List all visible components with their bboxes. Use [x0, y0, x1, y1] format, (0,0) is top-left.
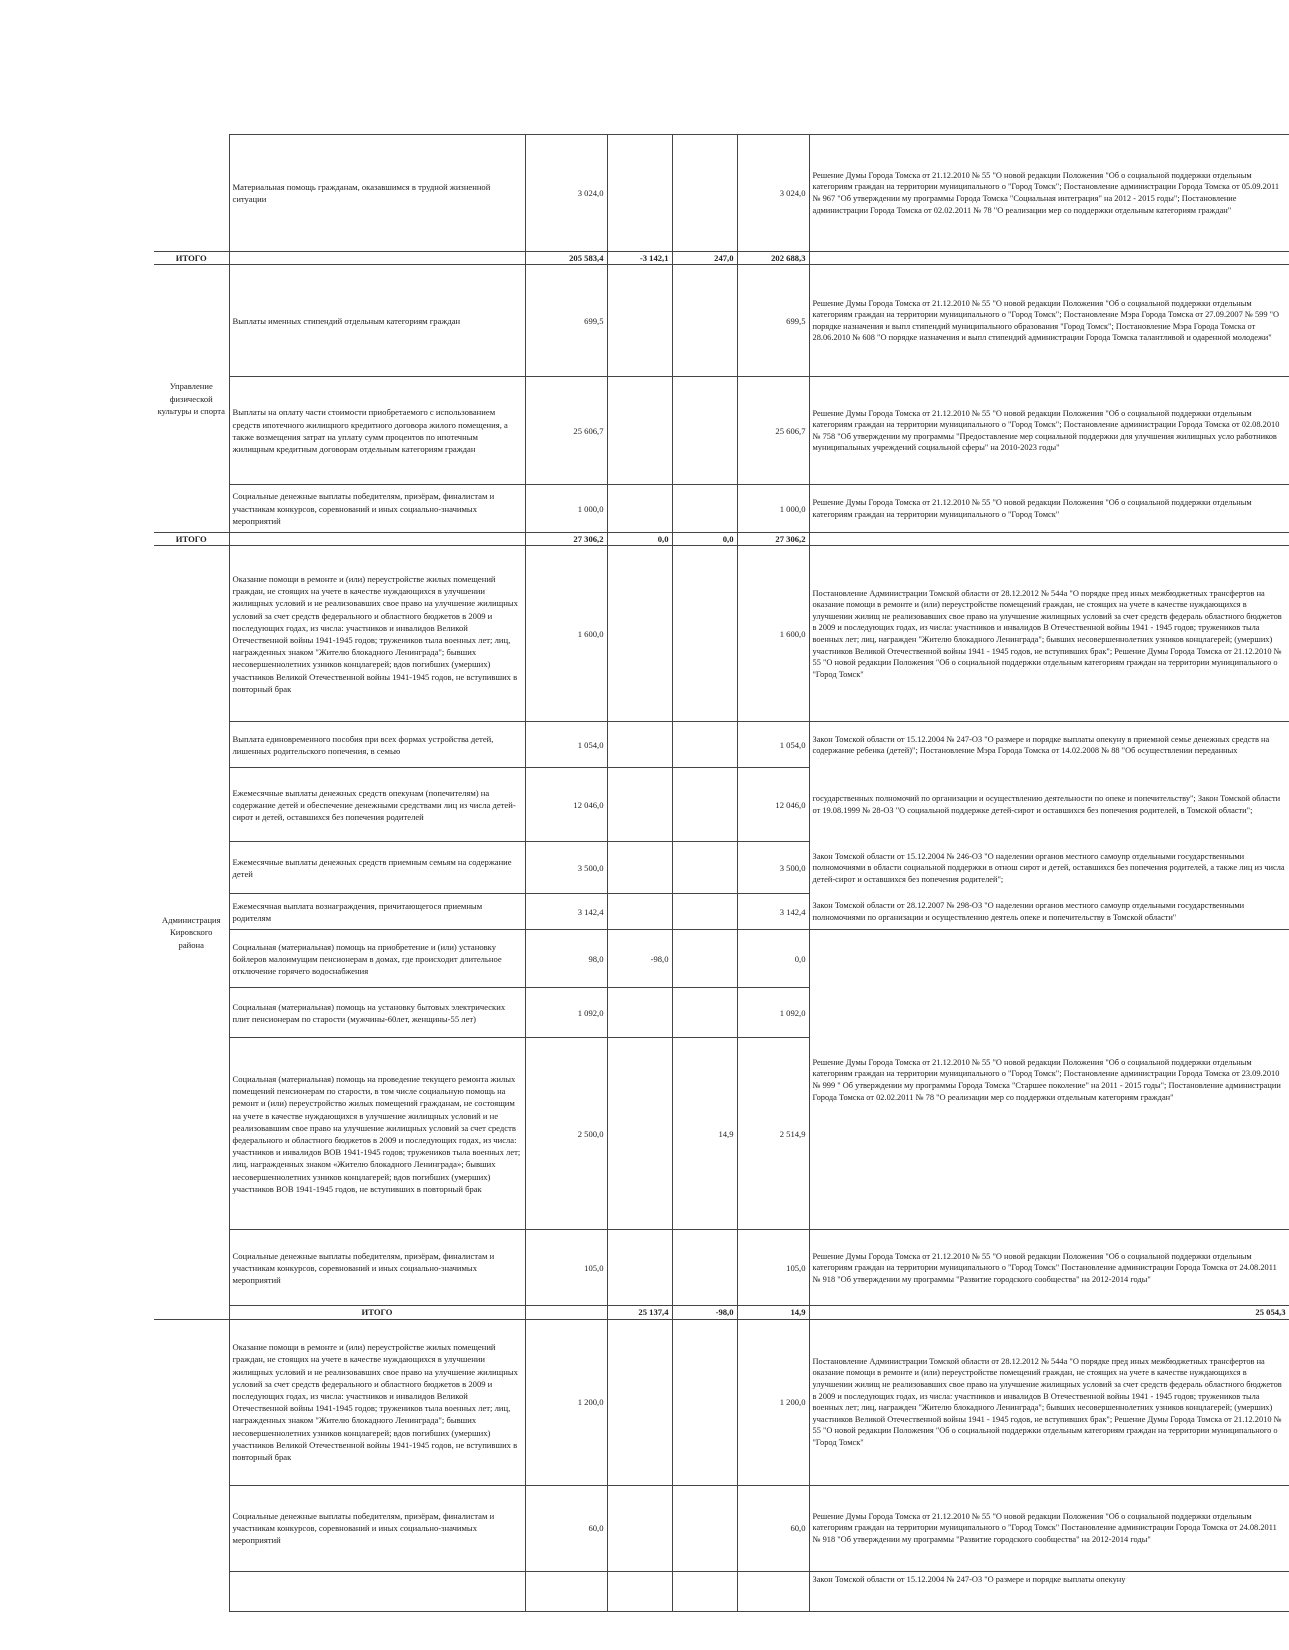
table-row: [154, 722, 1289, 768]
value-increase: [672, 1230, 737, 1306]
total-desc-cell: [229, 252, 525, 265]
item-description: Оказание помощи в ремонте и (или) переустройстве жилых помещений граждан, не стоящих на учете в качестве нуждающихся в улучшении жилищных условий и не реализовавших свое право на улучшение жилищных условий за счет средств федерального и областного бюджетов в 2009 и последующих годах, из числа: участников и инвалидов Великой Отечественной войны 1941-1945 годов; тружеников тыла военных лет; лиц, награжденных знаком "Жителю блокадного Ленинграда"; бывших несовершеннолетних узников концлагерей; вдов погибших (умерших) участников Великой Отечественной войны 1941-1945 годов, не вступивших в повторный брак: [229, 546, 525, 722]
item-description: Социальные денежные выплаты победителям, призёрам, финалистам и участникам конкурсов, соревнований и иных социально-значимых мероприятий: [229, 485, 525, 533]
value-plan: 1 200,0: [525, 1319, 607, 1485]
value-decrease: [607, 485, 672, 533]
legal-acts: Закон Томской области от 28.12.2007 № 298-ОЗ "О наделении органов местного самоупр отдельными государственными полномочиями по организации и осуществлению деятель опеке и попечительству в Томской области": [809, 894, 1289, 930]
total-acts-cell: [809, 252, 1289, 265]
item-description: Оказание помощи в ремонте и (или) переустройстве жилых помещений граждан, не стоящих на учете в качестве нуждающихся в улучшении жилищных условий и не реализовавших свое право на улучшение жилищных условий за счет средств федерального и областного бюджетов в 2009 и последующих годах, из числа: участников и инвалидов Великой Отечественной войны 1941-1945 годов; тружеников тыла военных лет; лиц, награжденных знаком "Жителю блокадного Ленинграда"; бывших несовершеннолетних узников концлагерей; вдов погибших (умерших) участников Великой Отечественной войны 1941-1945 годов, не вступивших в повторный брак: [229, 1319, 525, 1485]
value-increase: [672, 377, 737, 485]
value-plan: 3 142,4: [525, 894, 607, 930]
value-total: 1 054,0: [737, 722, 809, 768]
total-row: [154, 1306, 1289, 1319]
value-plan: 2 500,0: [525, 1038, 607, 1230]
value-total: 105,0: [737, 1230, 809, 1306]
legal-acts: Закон Томской области от 15.12.2004 № 247-ОЗ "О размере и порядке выплаты опекуну: [809, 1571, 1289, 1611]
value-increase: [672, 768, 737, 842]
value-increase: [672, 485, 737, 533]
item-description: Социальные денежные выплаты победителям, призёрам, финалистам и участникам конкурсов, соревнований и иных социально-значимых мероприятий: [229, 1485, 525, 1571]
value-total: 1 600,0: [737, 546, 809, 722]
value-total: 0,0: [737, 930, 809, 988]
item-description: Выплата единовременного пособия при всех формах устройства детей, лишенных родительского попечения, в семью: [229, 722, 525, 768]
item-description: Социальная (материальная) помощь на установку бытовых электрических плит пенсионерам по старости (мужчины-60лет, женщины-55 лет): [229, 988, 525, 1038]
value-total: 2 514,9: [737, 1038, 809, 1230]
item-description: Материальная помощь гражданам, оказавшимся в трудной жизненной ситуации: [229, 135, 525, 252]
value-decrease: [607, 768, 672, 842]
total-increase: 14,9: [737, 1306, 809, 1319]
total-increase: 0,0: [672, 533, 737, 546]
total-plan: 25 137,4: [607, 1306, 672, 1319]
table-row: [154, 546, 1289, 722]
table-row: [154, 135, 1289, 252]
value-plan: 3 024,0: [525, 135, 607, 252]
table-row: [154, 1485, 1289, 1571]
table-row: [154, 894, 1289, 930]
value-decrease: [607, 722, 672, 768]
legal-acts: Решение Думы Города Томска от 21.12.2010 № 55 "О новой редакции Положения "Об о социальной поддержки отдельным категориям граждан на территории муниципального о "Город Томск" Постановление администрации Города Томска от 24.08.2011 № 918 "Об утверждении му программы "Развитие городского сообщества" на 2012-2014 годы": [809, 1485, 1289, 1571]
value-increase: [672, 1485, 737, 1571]
value-total: 12 046,0: [737, 768, 809, 842]
org-cell: [154, 1319, 229, 1611]
table-row: [154, 1230, 1289, 1306]
table-row: [154, 265, 1289, 377]
value-plan: 105,0: [525, 1230, 607, 1306]
value-plan: 699,5: [525, 265, 607, 377]
value-plan: 60,0: [525, 1485, 607, 1571]
legal-acts: Решение Думы Города Томска от 21.12.2010 № 55 "О новой редакции Положения "Об о социальной поддержки отдельным категориям граждан на территории муниципального о "Город Томск": [809, 485, 1289, 533]
value-decrease: [607, 1319, 672, 1485]
total-decrease: -3 142,1: [607, 252, 672, 265]
value-plan: 1 054,0: [525, 722, 607, 768]
legal-acts: Закон Томской области от 15.12.2004 № 246-ОЗ "О наделении органов местного самоупр отдельными государственными полномочиями в области социальной поддержки в отнош сирот и детей, оставшихся без попечения родителей, а также лиц из числа детей-сирот и оставшихся без попечения родителей";: [809, 842, 1289, 894]
value-plan: 1 600,0: [525, 546, 607, 722]
budget-table-sheet: [154, 134, 1286, 1650]
total-decrease: 0,0: [607, 533, 672, 546]
value-total: 3 142,4: [737, 894, 809, 930]
total-desc-cell: [525, 1306, 607, 1319]
value-total: 699,5: [737, 265, 809, 377]
value-decrease: [607, 1571, 672, 1611]
value-total: 1 092,0: [737, 988, 809, 1038]
value-increase: 14,9: [672, 1038, 737, 1230]
table-row: [154, 377, 1289, 485]
total-acts-cell: [809, 533, 1289, 546]
table-row: [154, 485, 1289, 533]
value-increase: [672, 842, 737, 894]
org-name-kirov: Администрация Кировского района: [154, 546, 229, 1319]
value-increase: [672, 546, 737, 722]
table-row: [154, 1571, 1289, 1611]
org-name-sport: Управление физической культуры и спорта: [154, 265, 229, 533]
total-label: ИТОГО: [154, 252, 229, 265]
value-decrease: [607, 1230, 672, 1306]
value-plan: 1 092,0: [525, 988, 607, 1038]
total-increase: 247,0: [672, 252, 737, 265]
table-row: [154, 842, 1289, 894]
value-increase: [672, 930, 737, 988]
value-plan: [525, 1571, 607, 1611]
total-plan: 27 306,2: [525, 533, 607, 546]
table-row: [154, 1319, 1289, 1485]
value-total: 60,0: [737, 1485, 809, 1571]
value-increase: [672, 722, 737, 768]
item-description: Социальная (материальная) помощь на приобретение и (или) установку бойлеров малоимущим пенсионерам в домах, где происходит длительное отключение горячего водоснабжения: [229, 930, 525, 988]
value-decrease: -98,0: [607, 930, 672, 988]
total-total: 25 054,3: [809, 1306, 1289, 1319]
item-description: Ежемесячные выплаты денежных средств приемным семьям на содержание детей: [229, 842, 525, 894]
value-decrease: [607, 265, 672, 377]
total-total: 202 688,3: [737, 252, 809, 265]
item-description: [229, 1571, 525, 1611]
value-decrease: [607, 546, 672, 722]
value-total: 1 200,0: [737, 1319, 809, 1485]
value-plan: 1 000,0: [525, 485, 607, 533]
legal-acts: Решение Думы Города Томска от 21.12.2010 № 55 "О новой редакции Положения "Об о социальной поддержки отдельным категориям граждан на территории муниципального о "Город Томск"; Постановление Мэра Города Томска от 27.09.2007 № 599 "О порядке назначения и выпл стипендий муниципального образования "Город Томск"; Постановление Мэра Города Томска от 28.06.2010 № 608 "О порядке назначения и выпл стипендий администрации Города Томска талантливой и одаренной молодежи": [809, 265, 1289, 377]
budget-table: [154, 134, 1289, 1612]
total-label: ИТОГО: [229, 1306, 525, 1319]
total-label: ИТОГО: [154, 533, 229, 546]
legal-acts: Закон Томской области от 15.12.2004 № 247-ОЗ "О размере и порядке выплаты опекуну в приемной семье денежных средств на содержание ребенка (детей)"; Постановление Мэра Города Томска от 14.02.2008 № 88 "Об осуществлении переданных: [809, 722, 1289, 768]
legal-acts: Решение Думы Города Томска от 21.12.2010 № 55 "О новой редакции Положения "Об о социальной поддержки отдельным категориям граждан на территории муниципального о "Город Томск" Постановление администрации Города Томска от 24.08.2011 № 918 "Об утверждении му программы "Развитие городского сообщества" на 2012-2014 годы": [809, 1230, 1289, 1306]
legal-acts: Решение Думы Города Томска от 21.12.2010 № 55 "О новой редакции Положения "Об о социальной поддержки отдельным категориям граждан на территории муниципального о "Город Томск"; Постановление администрации Города Томска от 02.08.2010 № 758 "Об утверждении му программы "Предоставление мер социальной поддержки для улучшения жилищных усло работников муниципальных учреждений социальной сферы" на 2010-2023 годы": [809, 377, 1289, 485]
total-desc-cell: [229, 533, 525, 546]
value-decrease: [607, 1038, 672, 1230]
total-decrease: -98,0: [672, 1306, 737, 1319]
value-total: [737, 1571, 809, 1611]
value-increase: [672, 1571, 737, 1611]
org-cell: [154, 135, 229, 252]
item-description: Ежемесячные выплаты денежных средств опекунам (попечителям) на содержание детей и обеспечение денежными средствами лиц из числа детей-сирот и детей, оставшихся без попечения родителей: [229, 768, 525, 842]
legal-acts: Постановление Администрации Томской области от 28.12.2012 № 544а "О порядке пред иных межбюджетных трансфертов на оказание помощи в ремонте и (или) переустройстве помещений граждан, не стоящих на учете в качестве нуждающихся в улучшении жилищ не реализовавших свое право на улучшение жилищных условий за счет средств федераль областного бюджетов в 2009 и последующих годах, из числа: участников и инвалидов В Отечественной войны 1941 - 1945 годов; тружеников тыла военных лет; лиц, награжден "Жителю блокадного Ленинграда"; бывших несовершеннолетних узников концлагерей; (умерших) участников Великой Отечественной войны 1941 - 1945 годов, не вступивших брак"; Решение Думы Города Томска от 21.12.2010 № 55 "О новой редакции Положения "Об о социальной поддержки отдельным категориям граждан на территории муниципального о "Город Томск": [809, 546, 1289, 722]
value-decrease: [607, 135, 672, 252]
value-total: 1 000,0: [737, 485, 809, 533]
item-description: Ежемесячная выплата вознаграждения, причитающегося приемным родителям: [229, 894, 525, 930]
value-plan: 3 500,0: [525, 842, 607, 894]
value-increase: [672, 135, 737, 252]
value-decrease: [607, 1485, 672, 1571]
table-row: [154, 930, 1289, 988]
legal-acts: Постановление Администрации Томской области от 28.12.2012 № 544а "О порядке пред иных межбюджетных трансфертов на оказание помощи в ремонте и (или) переустройстве помещений граждан, не стоящих на учете в качестве нуждающихся в улучшении жилищ не реализовавших свое право на улучшение жилищных условий за счет средств федераль областного бюджетов в 2009 и последующих годах, из числа: участников и инвалидов В Отечественной войны 1941 - 1945 годов; тружеников тыла военных лет; лиц, награжден "Жителю блокадного Ленинграда"; бывших несовершеннолетних узников концлагерей; (умерших) участников Великой Отечественной войны 1941 - 1945 годов, не вступивших брак"; Решение Думы Города Томска от 21.12.2010 № 55 "О новой редакции Положения "Об о социальной поддержки отдельным категориям граждан на территории муниципального о "Город Томск": [809, 1319, 1289, 1485]
total-total: 27 306,2: [737, 533, 809, 546]
value-total: 3 024,0: [737, 135, 809, 252]
value-plan: 25 606,7: [525, 377, 607, 485]
legal-acts: Решение Думы Города Томска от 21.12.2010 № 55 "О новой редакции Положения "Об о социальной поддержки отдельным категориям граждан на территории муниципального о "Город Томск"; Постановление администрации Города Томска от 23.09.2010 № 999 " Об утверждении му программы Города Томска "Старшее поколение" на 2011 - 2015 годы"; Постановление администрации Города Томска от 02.02.2011 № 78 "О реализации мер со поддержки отдельным категориям граждан": [809, 930, 1289, 1230]
item-description: Социальные денежные выплаты победителям, призёрам, финалистам и участникам конкурсов, соревнований и иных социально-значимых мероприятий: [229, 1230, 525, 1306]
value-plan: 98,0: [525, 930, 607, 988]
item-description: Социальная (материальная) помощь на проведение текущего ремонта жилых помещений пенсионерам по старости, в том числе социальную помощь на ремонт и (или) переустройство жилых помещений гражданам, не состоящим на учете в качестве нуждающихся в улучшение жилищных условий и не реализовавшим свое право на улучшение жилищных условий за счет средств федерального и областного бюджетов в 2009 и последующих годах, из числа: участников и инвалидов ВОВ 1941-1945 годов; тружеников тыла военных лет; лиц, награжденных знаком «Жителю блокадного Ленинграда»; бывших несовершеннолетних узников концлагерей; вдов погибших (умерших) участников ВОВ 1941-1945 годов, не вступивших в повторный брак: [229, 1038, 525, 1230]
total-row: [154, 533, 1289, 546]
table-row: [154, 768, 1289, 842]
value-decrease: [607, 377, 672, 485]
value-increase: [672, 894, 737, 930]
total-plan: 205 583,4: [525, 252, 607, 265]
value-total: 3 500,0: [737, 842, 809, 894]
legal-acts: Решение Думы Города Томска от 21.12.2010 № 55 "О новой редакции Положения "Об о социальной поддержки отдельным категориям граждан на территории муниципального о "Город Томск"; Постановление администрации Города Томска от 05.09.2011 № 967 "Об утверждении му программы Города Томска "Социальная интеграция" на 2012 - 2015 годы"; Постановление администрации Города Томска от 02.02.2011 № 78 "О реализации мер со поддержки отдельным категориям граждан": [809, 135, 1289, 252]
value-increase: [672, 1319, 737, 1485]
item-description: Выплаты на оплату части стоимости приобретаемого с использованием средств ипотечного жилищного кредитного договора жилого помещения, а также возмещения затрат на уплату сумм процентов по ипотечным жилищным кредитным договорам отдельным категориям граждан: [229, 377, 525, 485]
value-plan: 12 046,0: [525, 768, 607, 842]
item-description: Выплаты именных стипендий отдельным категориям граждан: [229, 265, 525, 377]
value-increase: [672, 988, 737, 1038]
value-decrease: [607, 894, 672, 930]
total-row: [154, 252, 1289, 265]
value-total: 25 606,7: [737, 377, 809, 485]
value-decrease: [607, 842, 672, 894]
value-decrease: [607, 988, 672, 1038]
value-increase: [672, 265, 737, 377]
legal-acts: государственных полномочий по организации и осуществлению деятельности по опеке и попечительству"; Закон Томской области от 19.08.1999 № 28-ОЗ "О социальной поддержке детей-сирот и оставшихся без попечения родителей, в Томской области";: [809, 768, 1289, 842]
